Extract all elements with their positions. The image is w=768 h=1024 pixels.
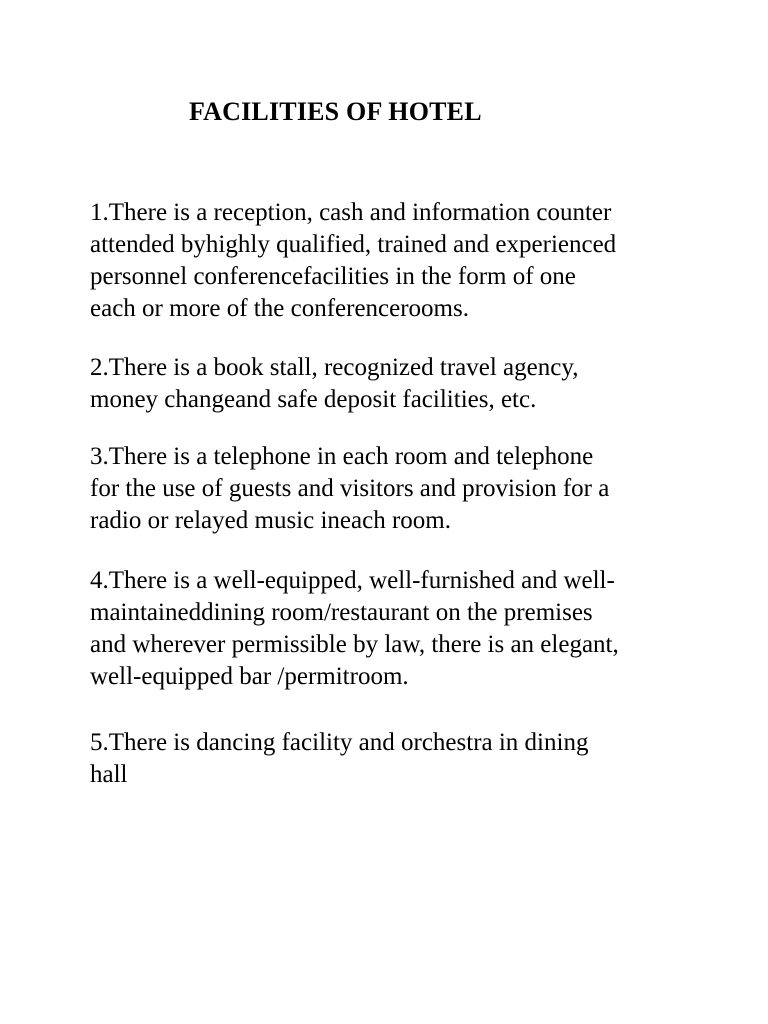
item-4-line-3: and wherever permissible by law, there is an elegant, (90, 631, 619, 658)
facility-item-2 (90, 352, 690, 416)
item-1-line-3: personnel conferencefacilities in the form of one (90, 263, 576, 290)
item-5-line-2: hall (90, 761, 128, 788)
item-5-line-1: 5.There is dancing facility and orchestra in dining (90, 729, 589, 756)
item-1-line-4: each or more of the conferencerooms. (90, 295, 469, 322)
item-4-line-1: 4.There is a well-equipped, well-furnished and well- (90, 567, 615, 594)
item-1-line-1: 1.There is a reception, cash and information counter (90, 199, 612, 226)
facility-item-1 (90, 197, 690, 325)
item-4-line-4: well-equipped bar /permitroom. (90, 663, 409, 690)
facility-item-4 (90, 565, 690, 693)
item-1-line-2: attended byhighly qualified, trained and experienced (90, 231, 617, 258)
item-2-line-2: money changeand safe deposit facilities, etc. (90, 386, 537, 413)
item-4-line-2: maintaineddining room/restaurant on the premises (90, 599, 593, 626)
document-title: FACILITIES OF HOTEL (189, 97, 482, 126)
facility-item-5 (90, 727, 690, 791)
item-3-line-1: 3.There is a telephone in each room and telephone (90, 443, 594, 470)
item-2-line-1: 2.There is a book stall, recognized travel agency, (90, 354, 579, 381)
facility-item-3 (90, 441, 690, 537)
item-3-line-2: for the use of guests and visitors and provision for a (90, 475, 610, 502)
item-3-line-3: radio or relayed music ineach room. (90, 507, 451, 534)
